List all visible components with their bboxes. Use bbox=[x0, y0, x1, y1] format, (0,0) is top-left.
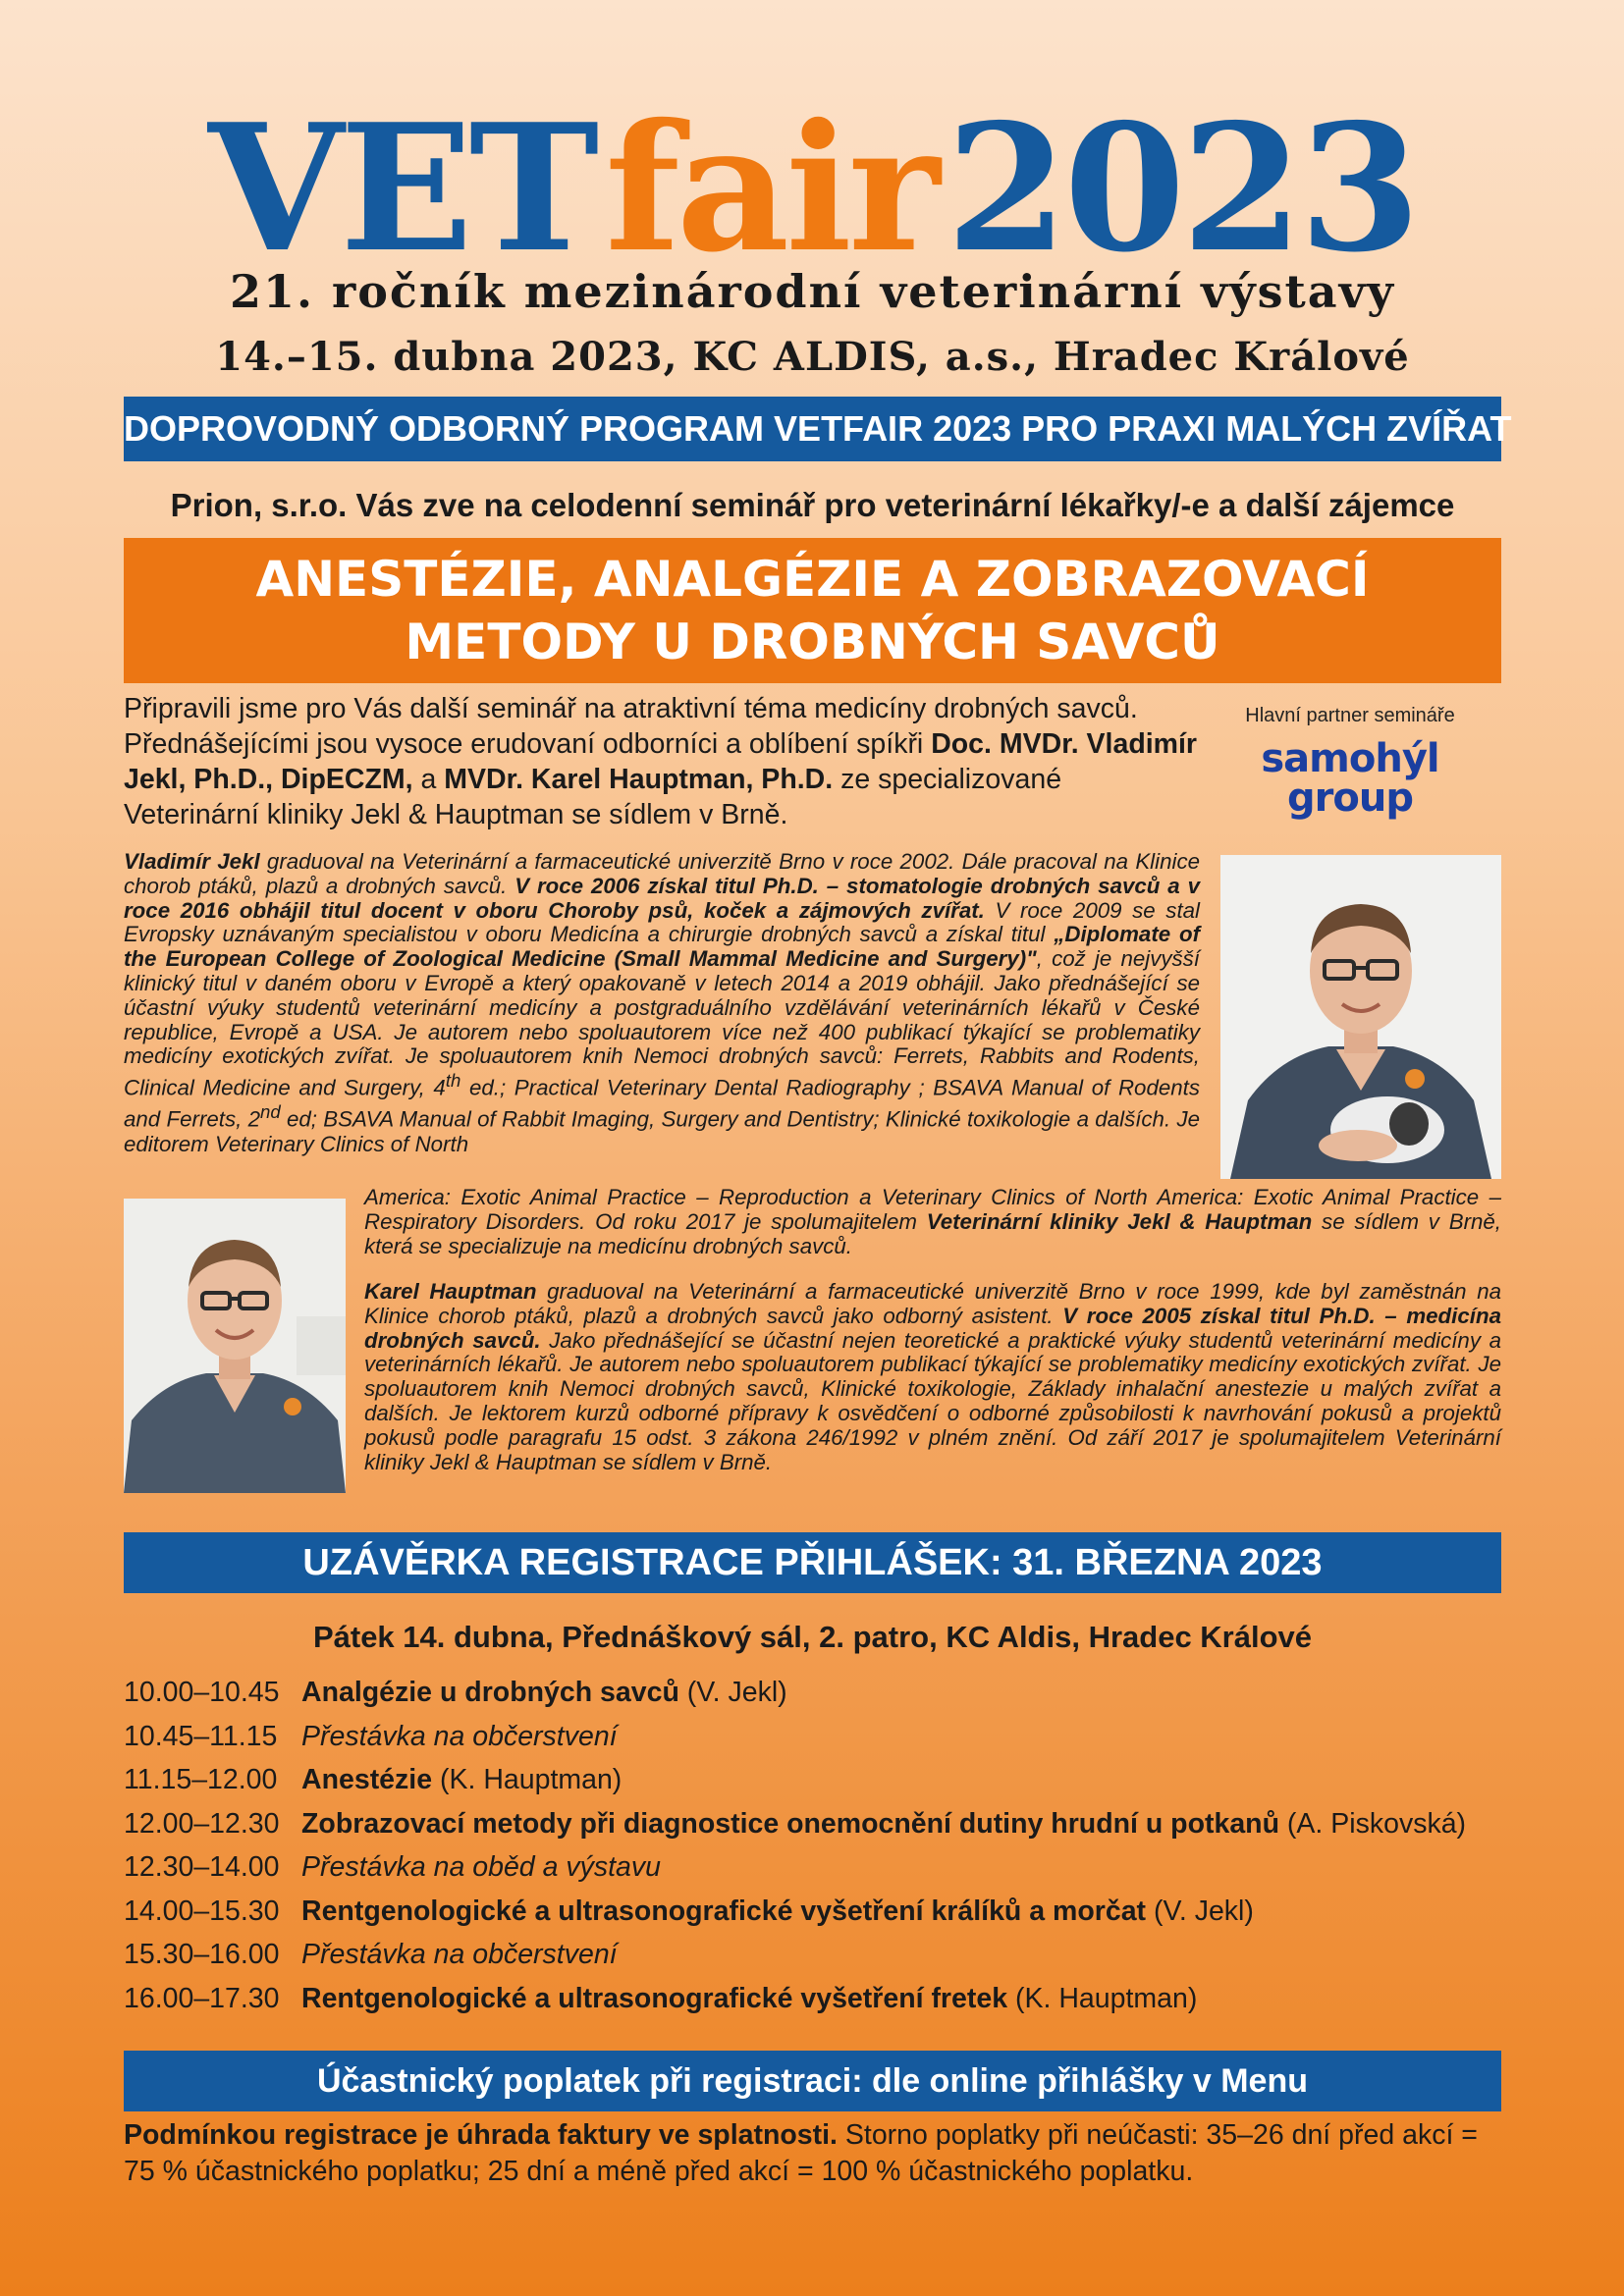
bio-text: se sídlem v Brně, která se specializuje na medicínu drobných savců. bbox=[364, 1208, 1501, 1258]
jekl-photo bbox=[1220, 855, 1501, 1179]
seminar-title-banner bbox=[124, 538, 1501, 683]
bio-hauptman bbox=[364, 1280, 1501, 1474]
bio-text: Jako přednášející se účastní nejen teoretické a praktické výuky studentů veterinární medicíny a veterinárních lékařů. Je autorem nebo spoluautorem publikací týkající se problematiky medicíny exotických zvířat. Je spoluautorem knih Nemoci drobných savců, Klinické toxikologie, Základy inhalační anestezie u malých zvířat a dalších. Je lektorem kurzů odborné přípravy k osvědčení o odborné způsobilosti k navrhování pokusů a projektů pokusů podle paragrafu 15 odst. 3 zákona 246/1992 v plném znění. Od září 2017 je spolumajitelem Veterinární kliniky Jekl & Hauptman se sídlem v Brně. bbox=[364, 1327, 1501, 1474]
schedule-time: 10.45–11.15 bbox=[124, 1720, 278, 1752]
bio-text: America: Exotic Animal Practice – Reproduction a Veterinary Clinics of North America: Exotic Animal Practice – Respiratory Disorders. Od roku 2017 je spolumajitelem bbox=[364, 1185, 1501, 1234]
schedule-break: Přestávka na občerstvení bbox=[301, 1939, 618, 1970]
schedule-speaker: (K. Hauptman) bbox=[432, 1764, 623, 1795]
schedule-row bbox=[124, 1890, 1501, 1934]
bio-text: V roce 2009 se stal Evropsky uznávaným specialistou v oboru Medicína a chirurgie drobných savců a získal titul bbox=[124, 897, 1200, 947]
schedule-row bbox=[124, 1802, 1501, 1846]
schedule-list bbox=[124, 1671, 1501, 2020]
schedule-speaker: (V. Jekl) bbox=[1146, 1895, 1254, 1927]
bio-superscript: th bbox=[445, 1070, 461, 1092]
schedule-speaker: (V. Jekl) bbox=[678, 1677, 787, 1708]
event-subtitle: 21. ročník mezinárodní veterinární výstavy bbox=[229, 265, 1396, 318]
schedule-talk-title: Anestézie bbox=[301, 1764, 433, 1795]
schedule-talk-title: Zobrazovací metody při diagnostice onemocnění dutiny hrudní u potkanů bbox=[301, 1807, 1279, 1840]
schedule-talk-title: Analgézie u drobných savců bbox=[301, 1677, 679, 1708]
bio-highlight: V roce 2005 získal titul Ph.D. – medicína drobných savců. bbox=[364, 1303, 1501, 1353]
intro-speaker-1: Doc. MVDr. Vladimír Jekl, Ph.D., DipECZM, bbox=[124, 728, 1198, 795]
schedule-row bbox=[124, 1758, 1501, 1802]
bio-superscript: nd bbox=[260, 1101, 281, 1123]
bio-highlight: „Diplomate of the European College of Zoological Medicine (Small Mammal Medicine and Surgery)" bbox=[124, 922, 1200, 972]
bio-highlight: V roce 2006 získal titul Ph.D. – stomatologie drobných savců a v roce 2016 obhájil titul docent v oboru Choroby psů, koček a zájmových zvířat. bbox=[124, 873, 1201, 923]
hauptman-portrait-illustration bbox=[124, 1199, 346, 1493]
samohyl-group-logo bbox=[1199, 736, 1501, 821]
main-partner bbox=[1199, 705, 1501, 821]
partner-logo-line2: group bbox=[1287, 775, 1413, 821]
intro-text: ze specializované Veterinární kliniky Jekl & Hauptman se sídlem v Brně. bbox=[124, 764, 1062, 830]
bio-name: Karel Hauptman bbox=[364, 1279, 537, 1304]
registration-conditions bbox=[124, 2117, 1501, 2190]
schedule-row bbox=[124, 1977, 1501, 2021]
conditions-text: Storno poplatky při neúčasti: 35–26 dní před akcí = 75 % účastnického poplatku; 25 dní a méně před akcí = 100 % účastnického poplatku. bbox=[124, 2119, 1478, 2187]
invitation-text: Prion, s.r.o. Vás zve na celodenní seminář pro veterinární lékařky/-e a další zájemce bbox=[170, 487, 1455, 523]
schedule-time: 10.00–10.45 bbox=[124, 1677, 280, 1708]
schedule-time: 15.30–16.00 bbox=[124, 1939, 280, 1970]
vetfair-logo bbox=[124, 85, 1501, 291]
partner-logo-line1: samohýl bbox=[1261, 736, 1439, 781]
bio-text: ed; BSAVA Manual of Rabbit Imaging, Surgery and Dentistry; Klinické toxikologie a dalších. Je editorem Veterinary Clinics of North bbox=[124, 1106, 1200, 1156]
bio-text: , což je nejvyšší klinický titul v daném oboru v Evropě a který opakovaně v letech 2014 a 2019 obhájil. Jako přednášející se účastní výuky studentů veterinární medicíny a postgraduálního vzdělávání veterinárních lékařů v České republice, Evropě a USA. Je autorem nebo spoluautorem více než 400 publikací týkající se problematiky medicíny exotických zvířat. Je spoluautorem knih Nemoci drobných savců: Ferrets, Rabbits and Rodents, Clinical Medicine and Surgery, 4 bbox=[124, 946, 1200, 1100]
intro-paragraph bbox=[124, 691, 1204, 832]
schedule-time: 11.15–12.00 bbox=[124, 1764, 278, 1795]
schedule-talk-title: Rentgenologické a ultrasonografické vyšetření fretek bbox=[301, 1982, 1008, 2014]
schedule-break: Přestávka na oběd a výstavu bbox=[301, 1851, 661, 1883]
program-banner: DOPROVODNÝ ODBORNÝ PROGRAM VETFAIR 2023 PRO PRAXI MALÝCH ZVÍŘAT bbox=[124, 397, 1501, 461]
conditions-bold: Podmínkou registrace je úhrada faktury ve splatnosti. bbox=[124, 2119, 838, 2151]
schedule-time: 14.00–15.30 bbox=[124, 1895, 280, 1927]
seminar-title-line2: METODY U DROBNÝCH SAVCŮ bbox=[405, 614, 1220, 670]
schedule-row bbox=[124, 1933, 1501, 1977]
schedule-talk-title: Rentgenologické a ultrasonografické vyšetření králíků a morčat bbox=[301, 1895, 1147, 1927]
schedule-speaker: (K. Hauptman) bbox=[1007, 1982, 1198, 2014]
schedule-time: 16.00–17.30 bbox=[124, 1982, 280, 2014]
jekl-portrait-illustration bbox=[1220, 855, 1501, 1179]
schedule-row bbox=[124, 1715, 1501, 1759]
seminar-title-line1: ANESTÉZIE, ANALGÉZIE A ZOBRAZOVACÍ bbox=[255, 551, 1370, 608]
schedule-time: 12.30–14.00 bbox=[124, 1851, 280, 1883]
schedule-row bbox=[124, 1845, 1501, 1890]
hauptman-photo bbox=[124, 1199, 346, 1493]
bio-highlight: Veterinární kliniky Jekl & Hauptman bbox=[926, 1208, 1313, 1234]
bio-jekl bbox=[124, 850, 1200, 1156]
logo-year: 2023 bbox=[946, 85, 1417, 291]
bio-name: Vladimír Jekl bbox=[124, 849, 260, 874]
schedule-break: Přestávka na občerstvení bbox=[301, 1720, 618, 1752]
registration-deadline-banner: UZÁVĚRKA REGISTRACE PŘIHLÁŠEK: 31. BŘEZNA 2023 bbox=[124, 1532, 1501, 1593]
partner-label: Hlavní partner semináře bbox=[1245, 705, 1455, 726]
intro-speaker-2: MVDr. Karel Hauptman, Ph.D. bbox=[444, 764, 834, 795]
schedule-time: 12.00–12.30 bbox=[124, 1807, 280, 1840]
logo-vet: VET bbox=[208, 85, 596, 291]
logo-fair: fair bbox=[605, 85, 937, 291]
schedule-speaker: (A. Piskovská) bbox=[1279, 1807, 1467, 1840]
bio-text: ed.; Practical Veterinary Dental Radiography ; BSAVA Manual of Rodents and Ferrets, 2 bbox=[124, 1075, 1200, 1132]
bio-text: graduoval na Veterinární a farmaceutické univerzitě Brno v roce 2002. Dále pracoval na Klinice chorob ptáků, plazů a drobných savců. bbox=[124, 849, 1200, 898]
intro-text: a bbox=[412, 764, 445, 795]
venue-heading: Pátek 14. dubna, Přednáškový sál, 2. patro, KC Aldis, Hradec Králové bbox=[312, 1620, 1313, 1654]
fee-banner: Účastnický poplatek při registraci: dle online přihlášky v Menu bbox=[124, 2051, 1501, 2111]
event-date-location: 14.–15. dubna 2023, KC ALDIS, a.s., Hradec Králové bbox=[215, 334, 1410, 380]
intro-text: Připravili jsme pro Vás další seminář na atraktivní téma medicíny drobných savců. Přednášejícími jsou vysoce erudovaní odborníci a oblíbení spíkři bbox=[124, 693, 1138, 760]
schedule-row bbox=[124, 1671, 1501, 1715]
bio-jekl-continued bbox=[364, 1186, 1501, 1258]
bio-text: graduoval na Veterinární a farmaceutické univerzitě Brno v roce 1999, kde byl zaměstnán na Klinice chorob ptáků, plazů a drobných savců jako odborný asistent. bbox=[364, 1279, 1501, 1328]
